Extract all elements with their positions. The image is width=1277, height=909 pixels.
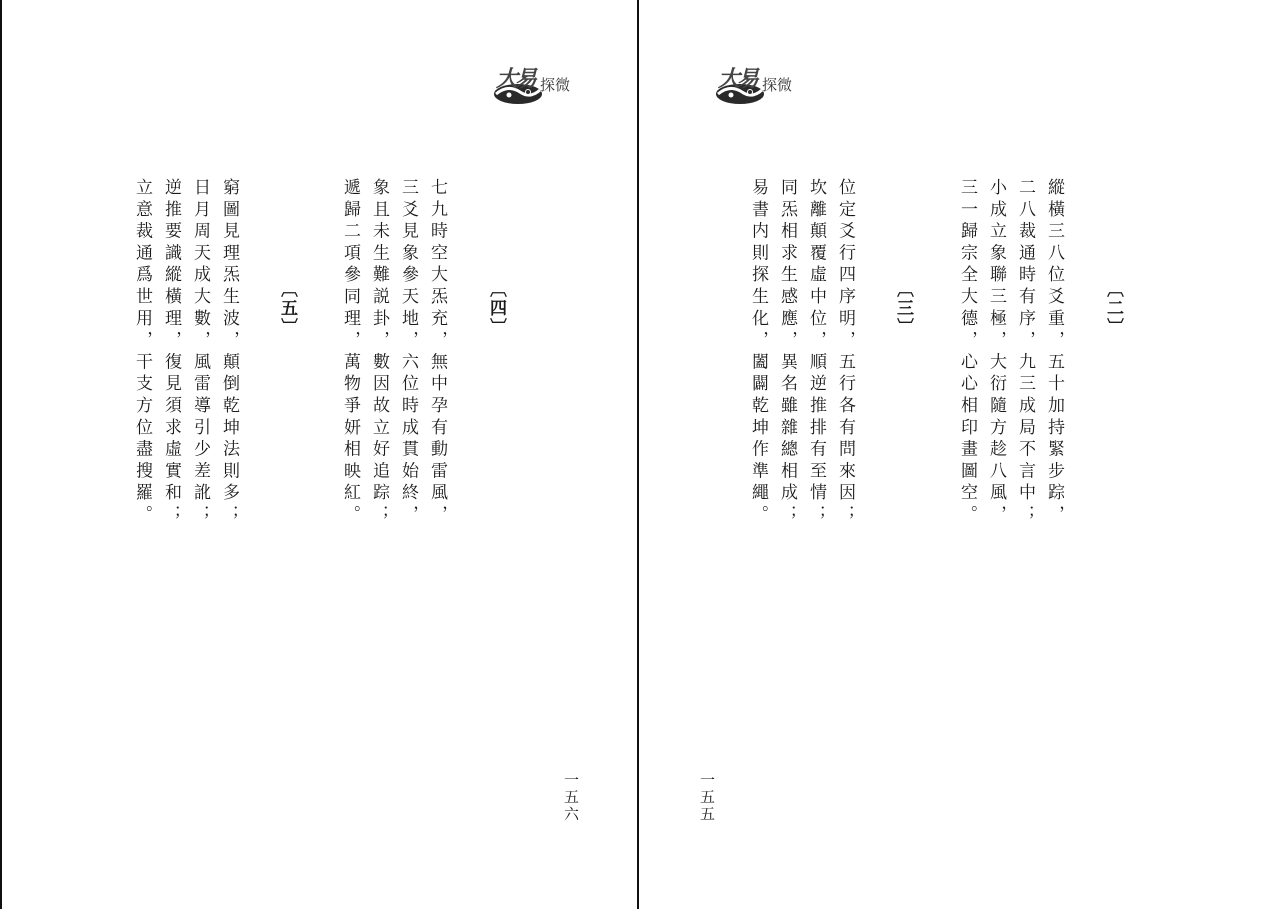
section-heading-2: 〔二〕 — [1103, 280, 1123, 337]
poem-line: 縱橫三八位爻重，五十加持緊步踪， — [1044, 178, 1064, 527]
poem-line: 象且未生難説卦，數因故立好追踪； — [369, 178, 389, 527]
poem-line: 立意裁通爲世用，干支方位盡搜羅。 — [132, 178, 152, 527]
poem-line: 位定爻行四序明，五行各有問來因； — [835, 178, 855, 527]
page-number: 一五五 — [698, 772, 716, 823]
poem-line: 遞歸二項參同理，萬物爭妍相映紅。 — [340, 178, 360, 527]
section-heading-3: 〔三〕 — [893, 280, 913, 337]
page-number: 一五六 — [562, 772, 580, 823]
section-heading-4: 〔四〕 — [486, 280, 506, 337]
logo-title: 大易 — [718, 66, 757, 92]
section-heading-5: 〔五〕 — [277, 280, 297, 337]
logo-title: 大易 — [496, 66, 535, 92]
logo-subtitle: 探微 — [762, 76, 793, 94]
poem-line: 同炁相求生感應，異名雖雜總相成； — [777, 178, 797, 527]
poem-line: 坎離顛覆虛中位，順逆推排有至情； — [806, 178, 826, 527]
left-page — [2, 0, 637, 909]
book-logo — [492, 62, 584, 108]
poem-line: 易書内則探生化，闔闢乾坤作準繩。 — [748, 178, 768, 527]
book-logo — [714, 62, 806, 108]
right-page — [639, 0, 1277, 909]
poem-line: 逆推要識縱橫理，復見須求虛實和； — [161, 178, 181, 527]
poem-line: 二八裁通時有序，九三成局不言中； — [1015, 178, 1035, 527]
poem-line: 七九時空大炁充，無中孕有動雷風， — [427, 178, 447, 527]
poem-line: 窮圖見理炁生波，顛倒乾坤法則多； — [219, 178, 239, 527]
poem-line: 三爻見象參天地，六位時成貫始終， — [398, 178, 418, 527]
logo-subtitle: 探微 — [540, 76, 571, 94]
poem-line: 三一歸宗全大德，心心相印畫圖空。 — [957, 178, 977, 527]
poem-line: 小成立象聯三極，大衍隨方趁八風， — [986, 178, 1006, 527]
poem-line: 日月周天成大數，風雷導引少差訛； — [190, 178, 210, 527]
